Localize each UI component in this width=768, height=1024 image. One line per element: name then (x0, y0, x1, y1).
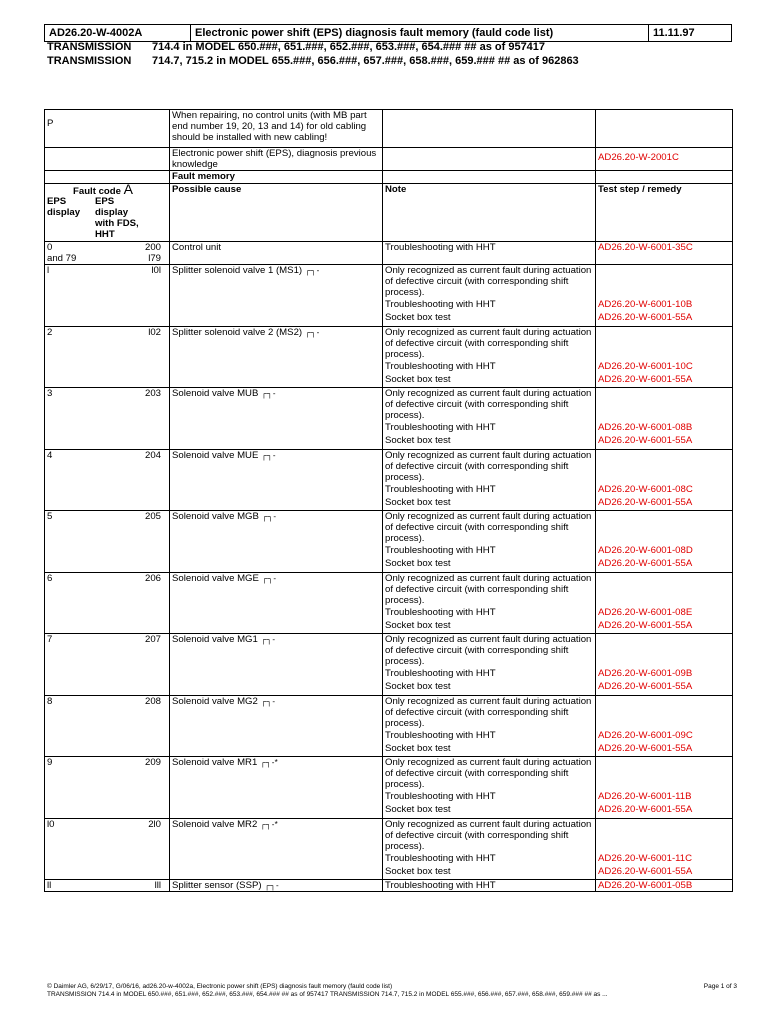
footer-copyright: © Daimler AG, 6/29/17, G/06/16, ad26.20-w-4002a, Electronic power shift (EPS) diagnosis fault memory (fauld code list) (47, 983, 393, 990)
remedy-link[interactable]: AD26.20-W-6001-11C (596, 852, 733, 866)
note-cell: Only recognized as current fault during actuation of defective circuit (with corresponding shift process). (383, 818, 596, 852)
intro-row (45, 110, 733, 148)
eps-code: 0 (47, 242, 53, 253)
fault-code-cell (45, 818, 170, 880)
remedy-header: Test step / remedy (596, 184, 733, 242)
remedy-link[interactable]: AD26.20-W-6001-55A (596, 866, 733, 880)
remedy-link (596, 818, 733, 852)
cause-cell (170, 572, 383, 634)
cause-cell (170, 265, 383, 327)
cause-cell (170, 634, 383, 696)
fault-row (45, 818, 733, 852)
wiring-symbol: ┌ ┐ - (261, 573, 276, 583)
fault-row (45, 388, 733, 422)
wiring-symbol: ┌ ┐ - (261, 450, 275, 460)
fault-row (45, 242, 733, 265)
hht-code: l02 (148, 326, 161, 338)
hht-code-extra: l79 (148, 253, 161, 264)
cause-cell (170, 388, 383, 450)
prev-knowledge-link[interactable]: AD26.20-W-2001C (596, 148, 733, 171)
remedy-link (596, 695, 733, 729)
remedy-link[interactable]: AD26.20-W-6001-10B (596, 298, 733, 312)
hht-code: 204 (144, 449, 161, 461)
fault-code-header (45, 184, 170, 242)
note-cell: Troubleshooting with HHT (383, 544, 596, 558)
hht-code: 200 (144, 242, 161, 253)
note-cell: Socket box test (383, 374, 596, 388)
wiring-symbol: ┌ ┐ - * (260, 819, 277, 829)
remedy-link[interactable]: AD26.20-W-6001-08B (596, 421, 733, 435)
remedy-link[interactable]: AD26.20-W-6001-08C (596, 483, 733, 497)
hht-code: 208 (144, 695, 161, 707)
remedy-link (596, 634, 733, 668)
fault-row (45, 326, 733, 360)
cause-text: Solenoid valve MGB (172, 511, 259, 522)
document-header (44, 24, 732, 42)
wiring-symbol: ┌ ┐ - (264, 881, 278, 890)
note-cell: Only recognized as current fault during actuation of defective circuit (with corresponding shift process). (383, 449, 596, 483)
fault-memory-row (45, 171, 733, 184)
note-cell: Only recognized as current fault during actuation of defective circuit (with corresponding shift process). (383, 572, 596, 606)
note-cell: Only recognized as current fault during actuation of defective circuit (with corresponding shift process). (383, 326, 596, 360)
remedy-link[interactable]: AD26.20-W-6001-55A (596, 681, 733, 695)
note-cell: Only recognized as current fault during actuation of defective circuit (with corresponding shift process). (383, 634, 596, 668)
note-cell: Troubleshooting with HHT (383, 606, 596, 620)
cause-text: Solenoid valve MG2 (172, 695, 258, 707)
fault-code-cell (45, 388, 170, 450)
remedy-link (596, 757, 733, 791)
note-cell: Only recognized as current fault during actuation of defective circuit (with corresponding shift process). (383, 265, 596, 299)
note-cell: Socket box test (383, 866, 596, 880)
fault-row (45, 449, 733, 483)
remedy-link[interactable]: AD26.20-W-6001-11B (596, 790, 733, 804)
note-cell: Socket box test (383, 435, 596, 449)
note-cell: Socket box test (383, 497, 596, 511)
remedy-link[interactable]: AD26.20-W-6001-09B (596, 667, 733, 681)
cause-cell (170, 880, 383, 892)
note-cell: Socket box test (383, 312, 596, 326)
fault-code-label: Fault code (73, 186, 121, 197)
eps-code: 6 (47, 572, 53, 584)
wiring-symbol: ┌ ┐ - (260, 696, 274, 706)
note-cell: Troubleshooting with HHT (383, 880, 596, 892)
cause-text: Control unit (172, 242, 222, 253)
eps-code: ll (47, 880, 52, 891)
fault-code-cell (45, 695, 170, 757)
note-cell: Only recognized as current fault during actuation of defective circuit (with corresponding shift process). (383, 511, 596, 545)
eps-code: 5 (47, 511, 53, 522)
transmission-text: 714.4 in MODEL 650.###, 651.###, 652.###, 653.###, 654.### ## as of 957417 (152, 41, 546, 53)
fault-code-cell (45, 265, 170, 327)
eps-display-fds-header: EPS display with FDS, HHT (95, 196, 139, 240)
repair-note: When repairing, no control units (with MB part end number 19, 20, 13 and 14) for old cabling should be installed with new cabling! (170, 110, 383, 148)
note-cell: Troubleshooting with HHT (383, 483, 596, 497)
prev-knowledge-row (45, 148, 733, 171)
fault-code-table (44, 109, 733, 892)
transmission-line-2 (47, 55, 579, 67)
eps-code: 4 (47, 449, 53, 461)
remedy-link[interactable]: AD26.20-W-6001-55A (596, 374, 733, 388)
remedy-link (596, 511, 733, 545)
prev-knowledge-text: Electronic power shift (EPS), diagnosis previous knowledge (170, 148, 383, 171)
fault-code-cell (45, 326, 170, 388)
transmission-text: 714.7, 715.2 in MODEL 655.###, 656.###, 657.###, 658.###, 659.### ## as of 962863 (152, 55, 579, 67)
fault-code-mark: A (123, 183, 133, 197)
hht-code: 207 (144, 634, 161, 645)
remedy-link[interactable]: AD26.20-W-6001-08D (596, 544, 733, 558)
cause-cell (170, 511, 383, 573)
note-cell: Only recognized as current fault during actuation of defective circuit (with corresponding shift process). (383, 388, 596, 422)
remedy-link[interactable]: AD26.20-W-6001-55A (596, 620, 733, 634)
wiring-symbol: ┌ ┐ - (304, 266, 319, 275)
fault-row (45, 572, 733, 606)
remedy-link (596, 449, 733, 483)
cause-cell (170, 818, 383, 880)
note-cell: Socket box test (383, 681, 596, 695)
note-cell: Troubleshooting with HHT (383, 852, 596, 866)
fault-row (45, 880, 733, 892)
cause-text: Solenoid valve MGE (172, 572, 259, 584)
remedy-link (596, 572, 733, 606)
note-cell: Troubleshooting with HHT (383, 242, 596, 265)
fault-code-cell (45, 449, 170, 511)
note-cell: Troubleshooting with HHT (383, 360, 596, 374)
remedy-link[interactable]: AD26.20-W-6001-55A (596, 497, 733, 511)
hht-code: 209 (144, 757, 161, 768)
fault-row (45, 695, 733, 729)
cause-cell (170, 326, 383, 388)
fault-row (45, 511, 733, 545)
remedy-link (596, 388, 733, 422)
transmission-label: TRANSMISSION (47, 41, 132, 53)
footer-page: Page 1 of 3 (703, 983, 737, 990)
hht-code: 2l0 (148, 818, 161, 830)
doc-title: Electronic power shift (EPS) diagnosis fault memory (fauld code list) (191, 25, 649, 42)
fault-row (45, 757, 733, 791)
fault-row (45, 265, 733, 299)
note-cell: Troubleshooting with HHT (383, 790, 596, 804)
note-cell: Troubleshooting with HHT (383, 667, 596, 681)
cause-cell (170, 757, 383, 819)
hht-code: 206 (144, 572, 161, 584)
note-cell: Socket box test (383, 620, 596, 634)
remedy-link[interactable]: AD26.20-W-6001-55A (596, 804, 733, 818)
eps-code: 3 (47, 388, 53, 399)
cause-text: Solenoid valve MR1 (172, 757, 258, 768)
cause-text: Solenoid valve MG1 (172, 634, 258, 645)
wiring-symbol: ┌ ┐ - * (260, 758, 277, 767)
eps-code: l (47, 265, 50, 276)
cause-header: Possible cause (170, 184, 383, 242)
remedy-link (596, 326, 733, 360)
fault-code-cell (45, 634, 170, 696)
wiring-symbol: ┌ ┐ - (304, 327, 319, 337)
remedy-link[interactable]: AD26.20-W-6001-35C (596, 242, 733, 265)
cause-cell (170, 695, 383, 757)
cause-text: Splitter sensor (SSP) (172, 880, 262, 891)
wiring-symbol: ┌ ┐ - (261, 389, 275, 398)
cause-text: Solenoid valve MUE (172, 449, 259, 461)
fault-code-cell (45, 880, 170, 892)
cause-cell (170, 449, 383, 511)
eps-display-header: EPS display (47, 196, 81, 218)
fault-code-cell (45, 572, 170, 634)
eps-code-extra: and 79 (47, 253, 77, 264)
p-mark: P (45, 110, 170, 148)
transmission-label: TRANSMISSION (47, 55, 132, 67)
cause-text: Splitter solenoid valve 1 (MS1) (172, 265, 303, 276)
note-cell: Only recognized as current fault during actuation of defective circuit (with corresponding shift process). (383, 757, 596, 791)
remedy-link[interactable]: AD26.20-W-6001-10C (596, 360, 733, 374)
hht-code: 203 (144, 388, 161, 399)
wiring-symbol: ┌ ┐ - (261, 512, 276, 521)
eps-code: 2 (47, 326, 53, 338)
eps-code: 9 (47, 757, 53, 768)
note-cell: Socket box test (383, 804, 596, 818)
doc-id: AD26.20-W-4002A (45, 25, 191, 42)
eps-code: l0 (47, 818, 55, 830)
doc-date: 11.11.97 (649, 25, 732, 42)
fault-row (45, 634, 733, 668)
eps-code: 8 (47, 695, 53, 707)
remedy-link[interactable]: AD26.20-W-6001-55A (596, 743, 733, 757)
hht-code: lll (154, 880, 161, 891)
note-cell: Only recognized as current fault during actuation of defective circuit (with corresponding shift process). (383, 695, 596, 729)
fault-memory-label: Fault memory (170, 171, 383, 184)
note-cell: Socket box test (383, 743, 596, 757)
note-cell: Troubleshooting with HHT (383, 421, 596, 435)
note-cell: Troubleshooting with HHT (383, 298, 596, 312)
page-footer (47, 983, 737, 999)
hht-code: 205 (144, 511, 161, 522)
remedy-link (596, 265, 733, 299)
fault-code-cell (45, 757, 170, 819)
remedy-link[interactable]: AD26.20-W-6001-05B (596, 880, 733, 892)
cause-cell (170, 242, 383, 265)
footer-transmission: TRANSMISSION 714.4 in MODEL 650.###, 651.###, 652.###, 653.###, 654.### ## as of 957417 TRANSMISSION 714.7, 715.2 in MODEL 655.###, 656.###, 657.###, 658.###, 659.### ## as ... (47, 991, 608, 998)
fault-code-cell (45, 242, 170, 265)
column-header-row (45, 184, 733, 242)
note-header: Note (383, 184, 596, 242)
remedy-link[interactable]: AD26.20-W-6001-55A (596, 312, 733, 326)
cause-text: Solenoid valve MUB (172, 388, 259, 399)
cause-text: Splitter solenoid valve 2 (MS2) (172, 326, 303, 338)
remedy-link[interactable]: AD26.20-W-6001-55A (596, 558, 733, 572)
eps-code: 7 (47, 634, 53, 645)
wiring-symbol: ┌ ┐ - (260, 635, 274, 644)
note-cell: Socket box test (383, 558, 596, 572)
remedy-link[interactable]: AD26.20-W-6001-09C (596, 729, 733, 743)
note-cell: Troubleshooting with HHT (383, 729, 596, 743)
remedy-link[interactable]: AD26.20-W-6001-55A (596, 435, 733, 449)
remedy-link[interactable]: AD26.20-W-6001-08E (596, 606, 733, 620)
fault-code-cell (45, 511, 170, 573)
transmission-line-1 (47, 41, 545, 53)
hht-code: l0l (151, 265, 161, 276)
cause-text: Solenoid valve MR2 (172, 818, 258, 830)
